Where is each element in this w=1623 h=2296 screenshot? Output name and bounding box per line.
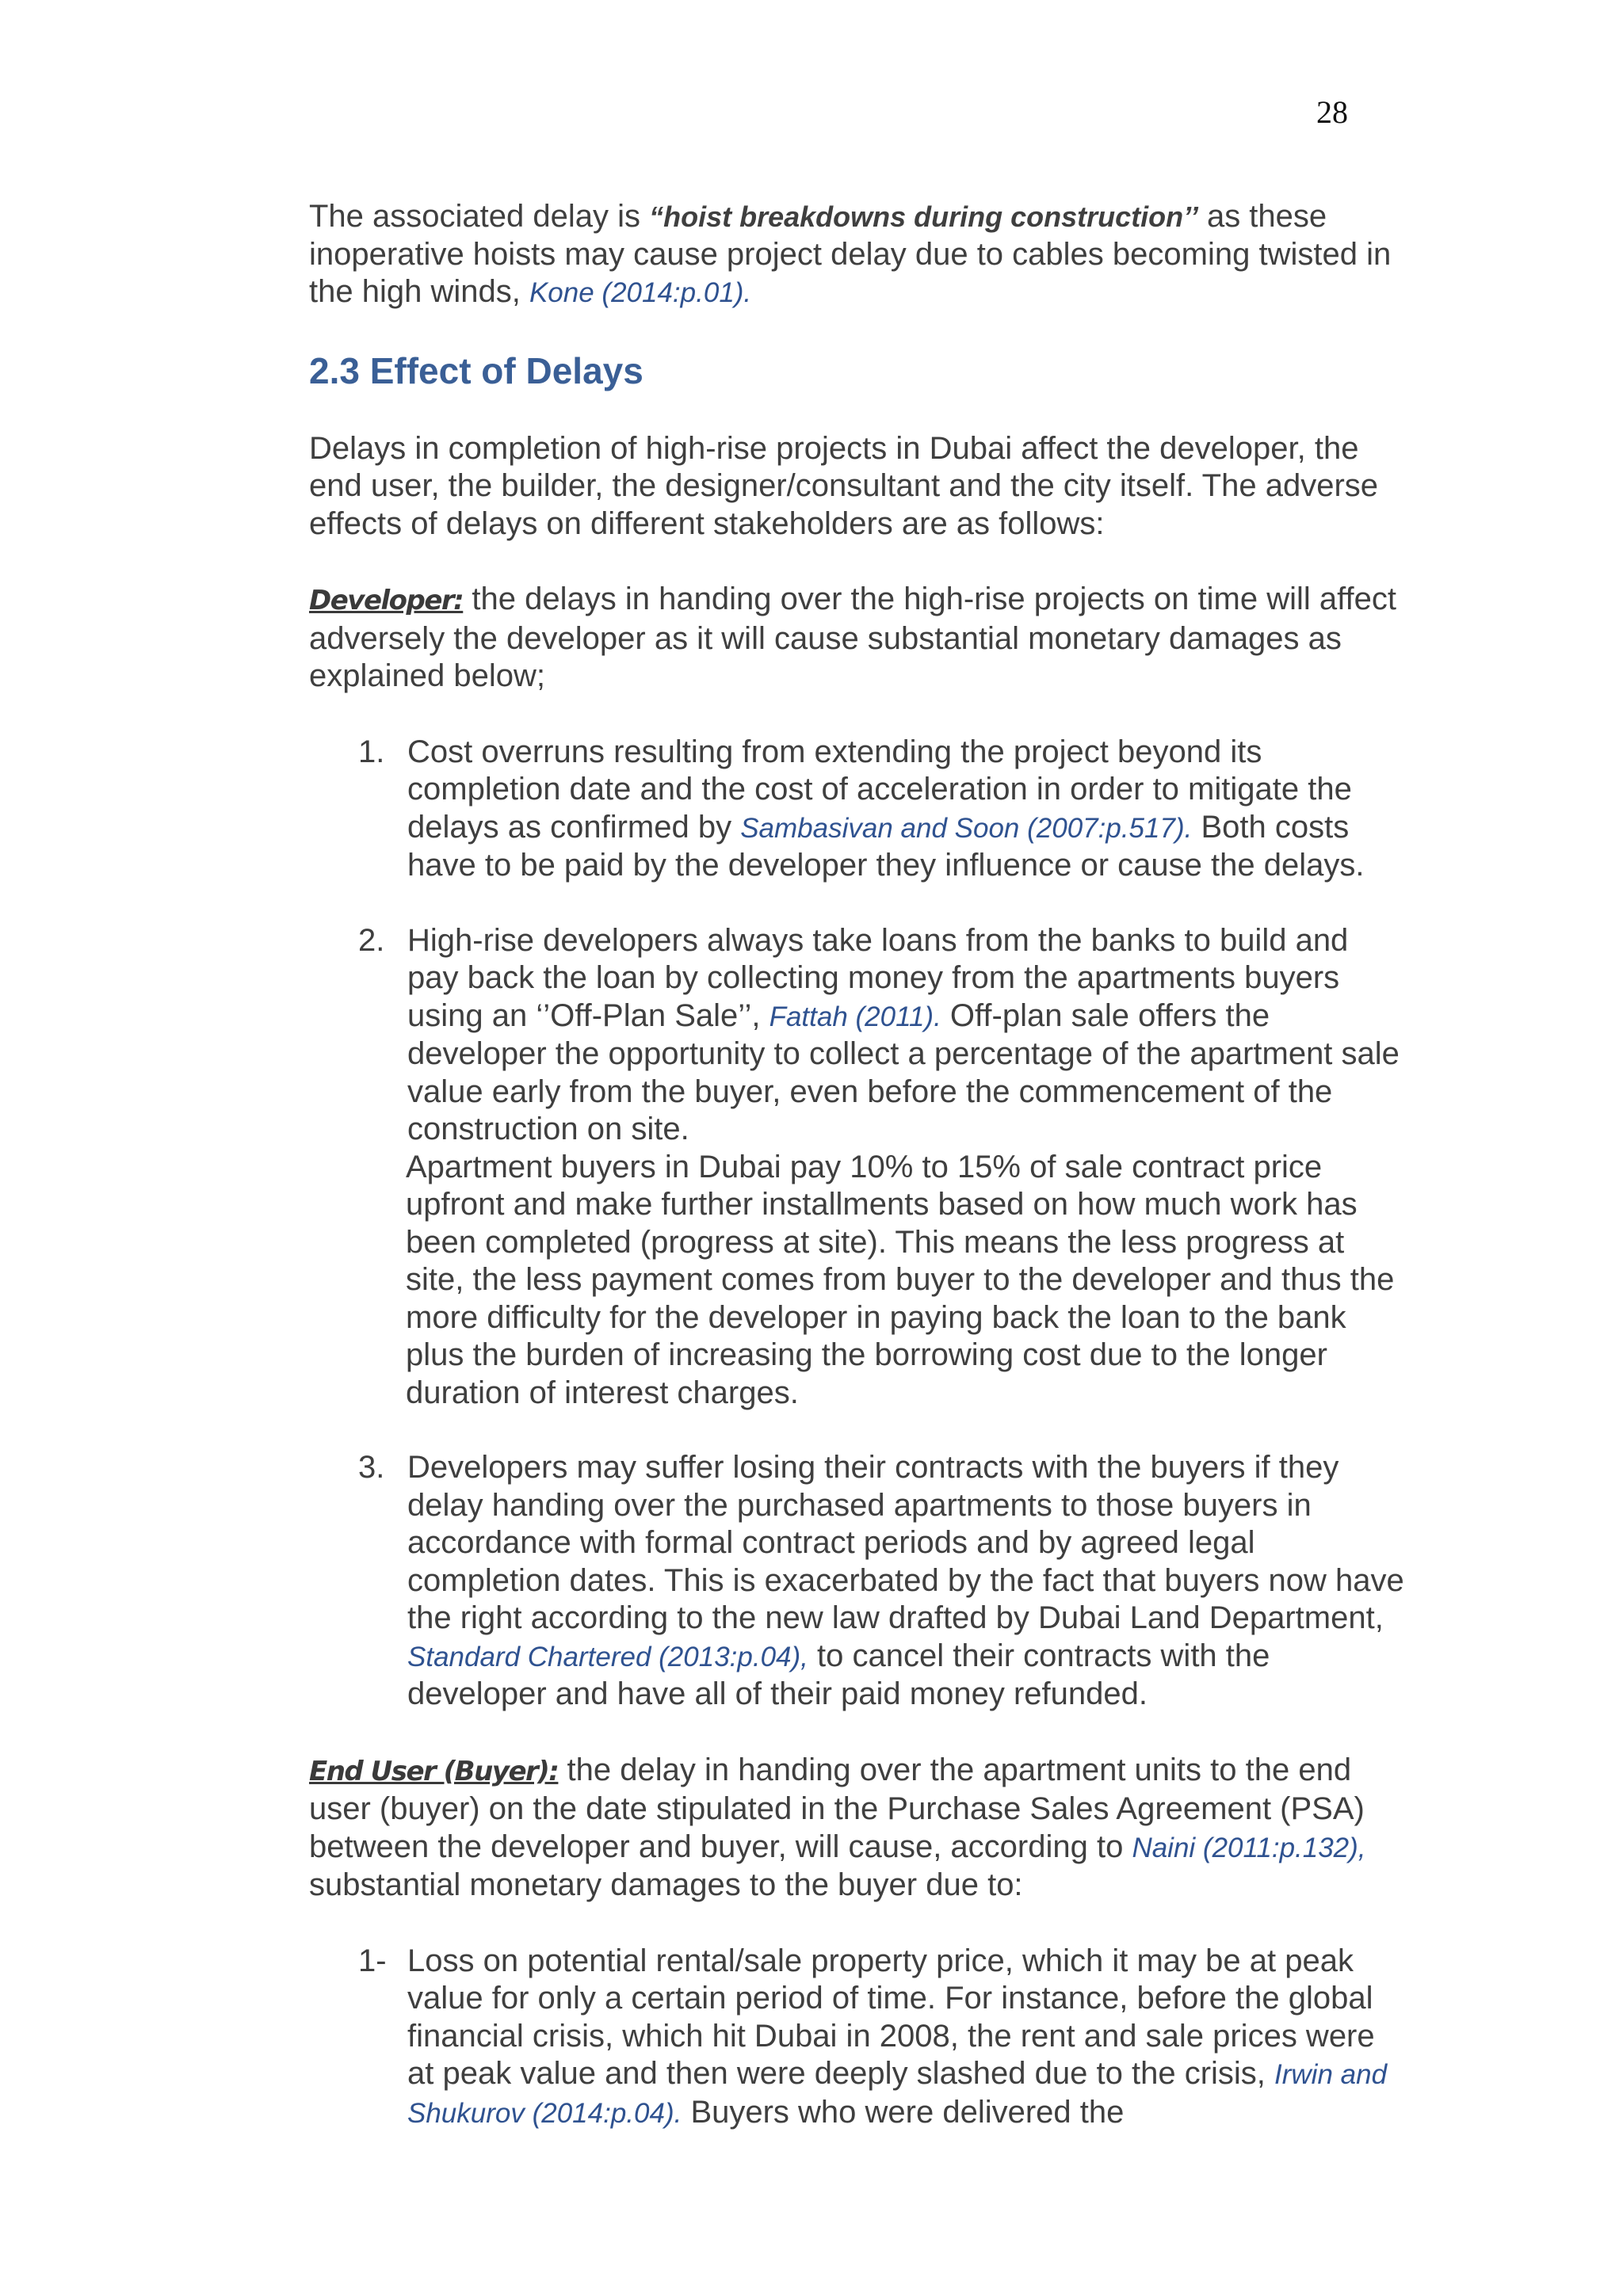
section-heading: 2.3 Effect of Delays [309,349,643,391]
intro-emphasis: “hoist breakdowns during construction’’ [649,200,1198,233]
list-item-number: 2. [358,922,385,958]
list-item-text: Off-plan sale offers the developer the opportunity to collect a percentage of the apartment sale value early from the buyer, even before the commencement of the construction on site. [407,997,1400,1146]
list-item-text: Both costs have to be paid by the developer they influence or cause the delays. [407,809,1365,883]
developer-list [309,734,1404,1149]
list-item [309,734,1404,885]
developer-paragraph [309,581,1404,696]
list-item-text: Buyers who were delivered the [682,2094,1125,2130]
list-item-text: Developers may suffer losing their contracts with the buyers if they delay handing over the purchased apartments to those buyers in accordance with formal contract periods and by agreed legal completion dates. This is exacerbated by the fact that buyers now have the right according to the new law drafted by Dubai Land Department, [407,1450,1404,1635]
list-item-text: Cost overruns resulting from extending the project beyond its completion date and the cost of acceleration in order to mitigate the delays as confirmed by [407,734,1352,845]
list-item-number: 1- [358,1943,387,1978]
end-user-paragraph [309,1752,1404,1905]
list-item [309,1943,1404,2133]
list-item-citation: Standard Chartered (2013:p.04), [407,1641,808,1672]
intro-text-after: as these inoperative hoists may cause project delay due to cables becoming twisted in the high winds, [309,199,1392,309]
developer-list-continued [309,1449,1404,1714]
list-item-number: 1. [358,734,385,769]
end-user-text-after: substantial monetary damages to the buyer due to: [309,1867,1023,1902]
list-item [309,922,1404,1149]
list-item-citation: Irwin and Shukurov (2014:p.04). [407,2059,1388,2129]
end-user-citation: Naini (2011:p.132), [1132,1832,1366,1863]
developer-term: Developer: [309,585,464,616]
developer-text: the delays in handing over the high-rise projects on time will affect adversely the developer as it will cause substantial monetary damages as explained below; [309,582,1396,693]
list-item-text: to cancel their contracts with the developer and have all of their paid money refunded. [407,1638,1270,1711]
end-user-list [309,1943,1404,2133]
end-user-text-before: the delay in handing over the apartment units to the end user (buyer) on the date stipulated in the Purchase Sales Agreement (PSA) between the developer and buyer, will cause, according to [309,1752,1365,1864]
end-user-term: End User (Buyer): [309,1755,559,1787]
list-continuation-paragraph: Apartment buyers in Dubai pay 10% to 15% of sale contract price upfront and make further installments based on how much work has been completed (progress at site). This means the less progress at site, the less payment comes from buyer to the developer and thus the more difficulty for the developer in paying back the loan to the bank plus the burden of increasing the borrowing cost due to the longer duration of interest charges. [406,1149,1395,1410]
document-body [309,198,1404,2170]
list-item-citation: Fattah (2011). [769,1001,941,1032]
section-paragraph: Delays in completion of high-rise projects in Dubai affect the developer, the end user, the builder, the designer/consultant and the city itself. The adverse effects of delays on different stakeholders are as follows: [309,430,1379,541]
list-item-text: Loss on potential rental/sale property price, which it may be at peak value for only a certain period of time. For instance, before the global financial crisis, which hit Dubai in 2008, the rent and sale prices were at peak value and then were deeply slashed due to the crisis, [407,1943,1375,2091]
page-number: 28 [1316,94,1348,130]
intro-paragraph [309,198,1404,312]
list-item-citation: Sambasivan and Soon (2007:p.517). [740,812,1193,844]
list-item [309,1449,1404,1714]
intro-text-before: The associated delay is [309,199,650,234]
list-item-number: 3. [358,1450,385,1485]
intro-citation: Kone (2014:p.01). [529,277,752,308]
list-item-text: High-rise developers always take loans from the banks to build and pay back the loan by collecting money from the apartments buyers using an ‘’Off-Plan Sale’’, [407,922,1349,1033]
